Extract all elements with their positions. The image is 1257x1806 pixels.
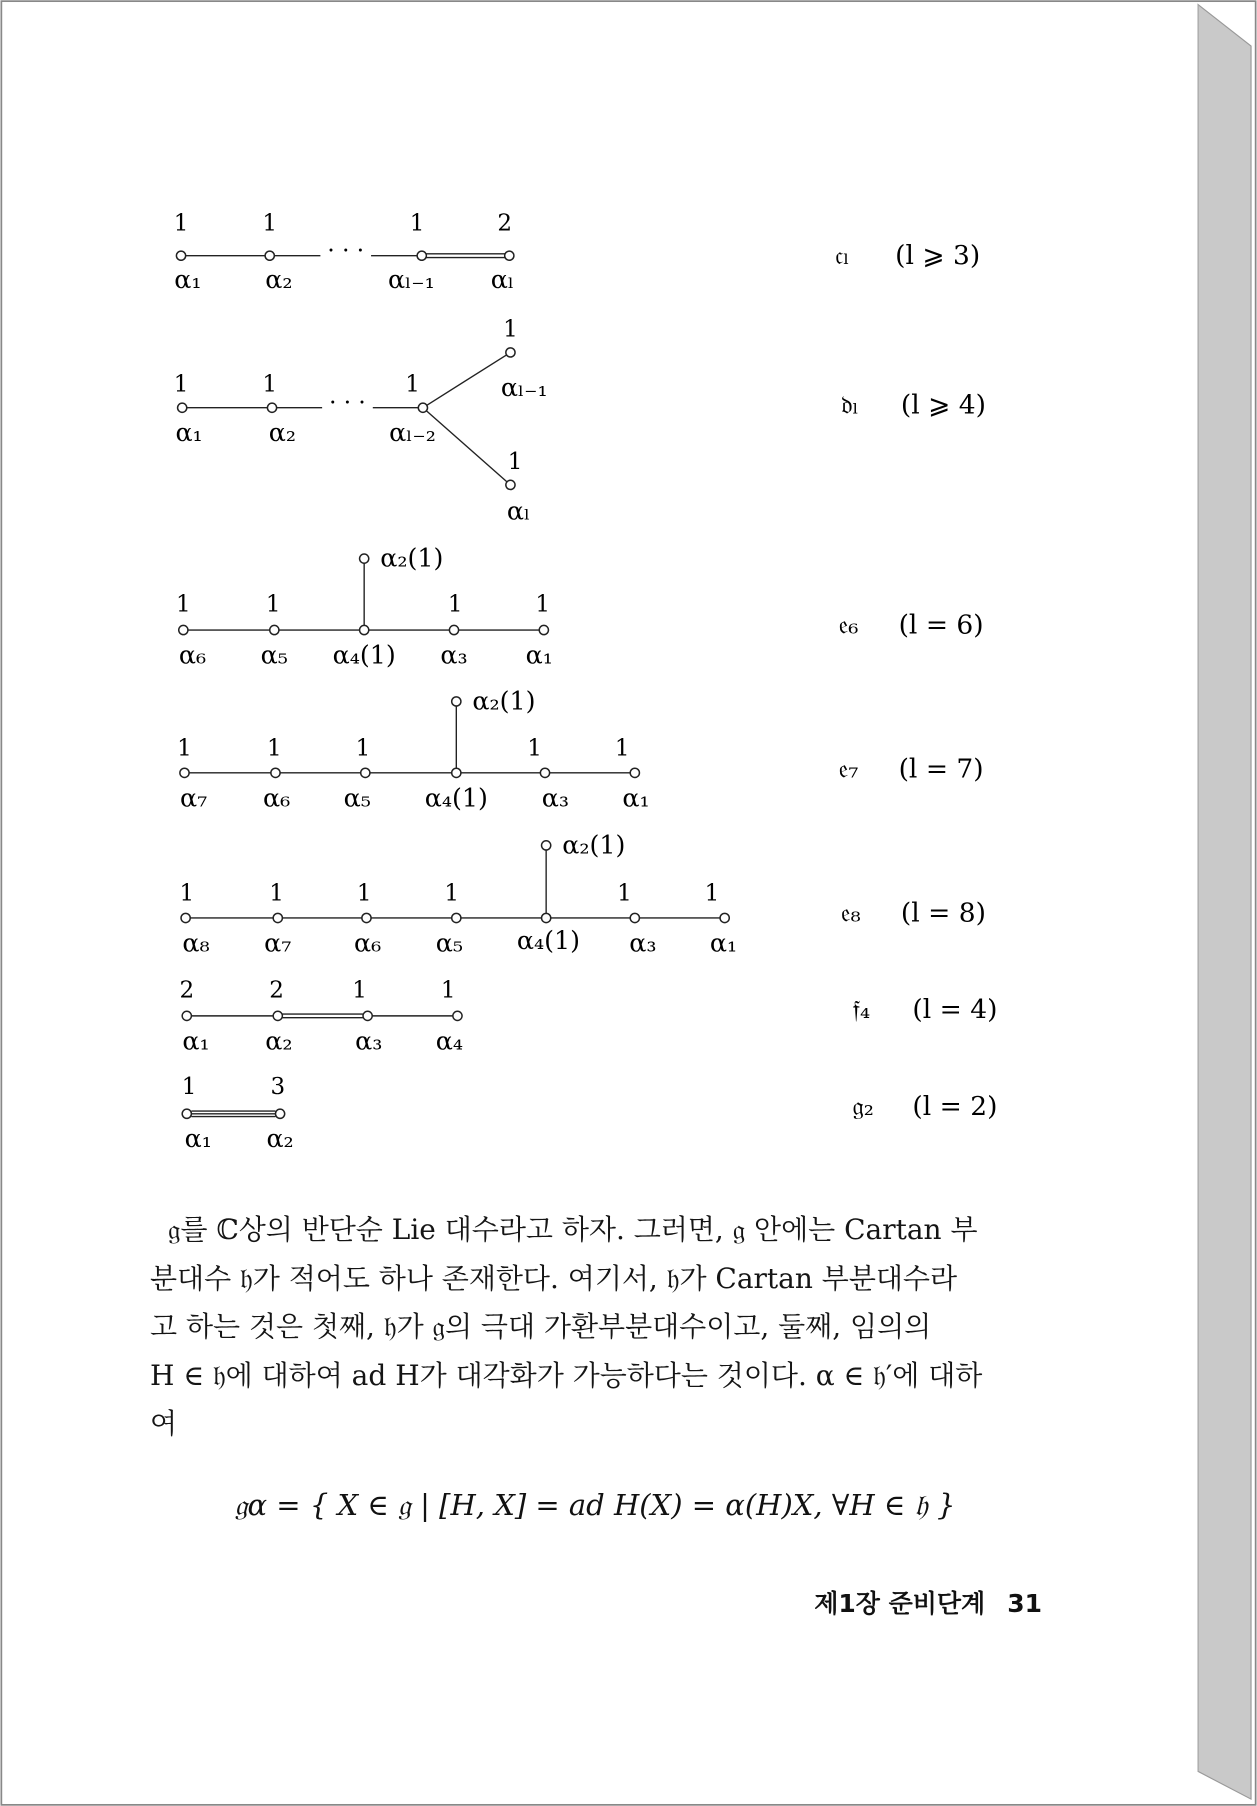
coefficient-label: 1 — [704, 880, 720, 907]
dynkin-node — [417, 251, 426, 260]
dynkin-node — [363, 1011, 372, 1020]
root-label: α₃ — [541, 782, 569, 813]
coefficient-label: 1 — [262, 210, 278, 237]
coefficient-label: 1 — [265, 591, 281, 618]
rank-condition: (l = 2) — [912, 1090, 998, 1122]
dynkin-node — [361, 768, 370, 777]
coefficient-label: 1 — [179, 880, 195, 907]
chapter-title: 제1장 준비단계 — [814, 1589, 986, 1618]
root-label: α₅ — [343, 782, 371, 813]
dynkin-node — [360, 554, 369, 563]
dynkin-node — [360, 625, 369, 634]
coefficient-label: 1 — [173, 210, 189, 237]
coefficient-label: 1 — [181, 1074, 197, 1101]
root-label: α₂(1) — [472, 685, 536, 716]
root-label: α₂(1) — [380, 542, 444, 573]
rank-condition: (l ⩾ 3) — [895, 239, 981, 271]
coefficient-label: 1 — [405, 371, 420, 398]
dynkin-node — [273, 913, 282, 922]
coefficient-label: 3 — [270, 1074, 286, 1101]
root-label: αₗ — [506, 495, 531, 526]
dynkin-node — [182, 1109, 191, 1118]
rank-condition: (l = 8) — [900, 897, 986, 929]
coefficient-label: 2 — [497, 210, 513, 237]
dynkin-node — [449, 625, 458, 634]
dynkin-node — [506, 480, 515, 489]
coefficient-label: 1 — [352, 977, 367, 1004]
coefficient-label: 1 — [444, 880, 460, 907]
algebra-name-g2: 𝔤₂ — [852, 1090, 874, 1121]
coefficient-label: 1 — [440, 977, 456, 1004]
root-label: α₇ — [264, 927, 292, 958]
dynkin-node — [180, 768, 189, 777]
rank-condition: (l ⩾ 4) — [900, 389, 986, 421]
dynkin-node — [505, 251, 514, 260]
dynkin-node — [178, 403, 187, 412]
algebra-name-f4: 𝔣₄ — [852, 994, 871, 1025]
dynkin-node — [176, 251, 185, 260]
dynkin-node — [452, 697, 461, 706]
coefficient-label: 1 — [503, 316, 518, 343]
algebra-name-e8: 𝔢₈ — [841, 897, 861, 928]
root-label: α₅ — [260, 639, 288, 670]
paragraph-line: 고 하는 것은 첫째, 𝔥가 𝔤의 극대 가환부분대수이고, 둘째, 임의의 — [150, 1310, 932, 1343]
dynkin-node — [270, 625, 279, 634]
dynkin-node — [539, 625, 548, 634]
coefficient-label: 1 — [266, 735, 282, 762]
coefficient-label: 1 — [409, 210, 425, 237]
root-label: α₈ — [182, 927, 210, 958]
root-label: α₁ — [184, 1123, 212, 1154]
coefficient-label: 2 — [179, 977, 195, 1004]
coefficient-label: 1 — [614, 735, 630, 762]
dynkin-node — [182, 1011, 191, 1020]
root-label: αₗ₋₁ — [500, 372, 548, 403]
root-label: αₗ₋₂ — [389, 417, 436, 448]
ellipsis: · · · — [329, 390, 366, 417]
root-label: α₂ — [268, 417, 297, 448]
coefficient-label: 1 — [262, 371, 278, 398]
dynkin-node — [540, 768, 549, 777]
algebra-name-e6: 𝔢₆ — [838, 609, 859, 640]
coefficient-label: 1 — [173, 371, 189, 398]
root-label: α₁ — [622, 782, 650, 813]
coefficient-label: 1 — [507, 448, 523, 475]
coefficient-label: 2 — [269, 977, 284, 1004]
dynkin-node — [506, 348, 515, 357]
root-label: αₗ₋₁ — [387, 263, 435, 294]
coefficient-label: 1 — [269, 880, 284, 907]
root-label: α₁ — [709, 927, 738, 958]
page-footer — [792, 1584, 1042, 1620]
root-label: α₇ — [180, 782, 208, 813]
ellipsis: · · · — [327, 237, 365, 264]
algebra-name-d: 𝔡ₗ — [841, 389, 859, 420]
root-label: α₁ — [182, 1025, 210, 1056]
dynkin-node — [267, 403, 276, 412]
coefficient-label: 1 — [356, 880, 372, 907]
page-number: 31 — [1007, 1589, 1042, 1618]
coefficient-label: 1 — [535, 591, 551, 618]
root-label: α₃ — [629, 927, 657, 958]
root-label: α₂(1) — [562, 829, 626, 860]
dynkin-node — [273, 1011, 282, 1020]
dynkin-node — [181, 913, 190, 922]
bond-line — [426, 411, 507, 482]
root-label: αₗ — [490, 263, 515, 294]
root-label: α₃ — [355, 1025, 383, 1056]
paragraph-line: 분대수 𝔥가 적어도 하나 존재한다. 여기서, 𝔥가 Cartan 부분대수라 — [150, 1261, 958, 1295]
coefficient-label: 1 — [177, 735, 192, 762]
root-label: α₆ — [353, 927, 382, 958]
dynkin-node — [275, 1109, 284, 1118]
rank-condition: (l = 6) — [898, 609, 984, 641]
root-label: α₁ — [175, 417, 203, 448]
root-label: α₁ — [174, 263, 202, 294]
coefficient-label: 1 — [527, 735, 542, 762]
body-paragraph — [150, 1206, 1045, 1449]
coefficient-label: 1 — [176, 591, 191, 618]
dynkin-node — [453, 1011, 462, 1020]
paragraph-line: 여 — [150, 1407, 178, 1440]
root-label: α₅ — [435, 927, 464, 958]
dynkin-node — [452, 768, 461, 777]
root-label: α₄(1) — [516, 925, 581, 956]
root-label: α₂ — [266, 1123, 294, 1154]
bond-line — [427, 355, 507, 405]
root-label: α₃ — [440, 639, 468, 670]
dynkin-node — [362, 913, 371, 922]
paragraph-line: 𝔤를 ℂ상의 반단순 Lie 대수라고 하자. 그러면, 𝔤 안에는 Cartan 부 — [168, 1213, 978, 1246]
root-label: α₄ — [435, 1025, 464, 1056]
coefficient-label: 1 — [617, 880, 632, 907]
algebra-name-e7: 𝔢₇ — [838, 753, 859, 784]
coefficient-label: 1 — [355, 735, 371, 762]
dynkin-node — [542, 841, 551, 850]
root-label: α₄(1) — [424, 782, 488, 813]
dynkin-node — [630, 913, 639, 922]
dynkin-node — [271, 768, 280, 777]
dynkin-node — [179, 625, 188, 634]
root-label: α₄(1) — [332, 639, 396, 670]
root-label: α₂ — [265, 1025, 293, 1056]
dynkin-node — [720, 913, 729, 922]
algebra-name-c: 𝔠ₗ — [835, 239, 850, 270]
dynkin-node — [265, 251, 274, 260]
root-space-equation: 𝔤α = { X ∈ 𝔤 | [H, X] = ad H(X) = α(H)X, ∀H ∈ 𝔥 } — [234, 1488, 956, 1522]
rank-condition: (l = 4) — [912, 994, 998, 1026]
rank-condition: (l = 7) — [898, 753, 984, 785]
coefficient-label: 1 — [447, 591, 463, 618]
dynkin-node — [542, 913, 551, 922]
dynkin-node — [630, 768, 639, 777]
root-label: α₂ — [265, 263, 293, 294]
root-label: α₁ — [525, 639, 553, 670]
dynkin-node — [452, 913, 461, 922]
root-label: α₆ — [178, 639, 207, 670]
paragraph-line: H ∈ 𝔥에 대하여 ad H가 대각화가 가능하다는 것이다. α ∈ 𝔥′에 대하 — [150, 1358, 983, 1392]
dynkin-node — [418, 403, 427, 412]
root-label: α₆ — [262, 782, 291, 813]
